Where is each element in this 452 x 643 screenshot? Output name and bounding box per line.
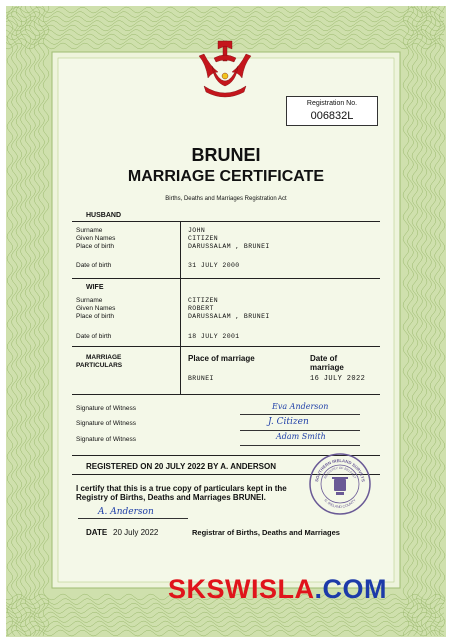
place-of-marriage: BRUNEI — [188, 375, 214, 382]
country-title: BRUNEI — [191, 145, 261, 165]
husband-pob: DARUSSALAM , BRUNEI — [188, 243, 270, 250]
wife-pob: DARUSSALAM , BRUNEI — [188, 313, 270, 320]
divider — [72, 394, 380, 395]
wife-dob-label: Date of birth — [76, 333, 112, 340]
husband-given: CITIZEN — [188, 235, 219, 242]
divider — [72, 221, 380, 222]
signature-line — [78, 518, 188, 519]
husband-heading: HUSBAND — [86, 212, 121, 219]
brunei-crest-logo — [196, 38, 254, 102]
wife-surname-label: Surname — [76, 297, 103, 304]
registrar-title: Registrar of Births, Deaths and Marriages — [192, 528, 340, 537]
husband-surname-label: Surname — [76, 227, 103, 234]
official-stamp — [308, 452, 372, 516]
marriage-heading: MARRIAGE — [86, 354, 122, 361]
divider — [72, 278, 380, 279]
husband-given-label: Given Names — [76, 235, 116, 242]
signature-line — [240, 430, 360, 431]
column-divider — [180, 221, 181, 278]
wife-dob: 18 JULY 2001 — [188, 333, 240, 340]
wife-heading: WIFE — [86, 284, 104, 291]
wife-given: ROBERT — [188, 305, 214, 312]
stamp-emblem-icon — [332, 477, 348, 495]
date-label: DATE — [86, 528, 108, 537]
certify-line-2: Registry of Births, Deaths and Marriages BRUNEI. — [76, 493, 266, 502]
watermark — [168, 574, 387, 605]
signature-line — [240, 414, 360, 415]
wife-surname: CITIZEN — [188, 297, 219, 304]
wife-pob-label: Place of birth — [76, 313, 114, 320]
column-divider — [180, 278, 181, 346]
witness-2-signature: J. Citizen — [268, 417, 309, 427]
registrar-signature: A. Anderson — [98, 507, 154, 517]
stamp-inner-text: REGISTRY OF BELFAST — [323, 465, 357, 480]
registration-act: Births, Deaths and Marriages Registration Act — [165, 196, 287, 202]
watermark-brand: SKSWISLA — [168, 574, 315, 604]
date-of-marriage-label-2: marriage — [310, 363, 344, 372]
husband-pob-label: Place of birth — [76, 243, 114, 250]
husband-surname: JOHN — [188, 227, 206, 234]
husband-dob: 31 JULY 2000 — [188, 262, 240, 269]
registration-label: Registration No. — [306, 100, 358, 107]
watermark-domain: .COM — [314, 574, 388, 604]
certify-line-1: I certify that this is a true copy of particulars kept in the — [76, 484, 287, 493]
date-of-marriage: 16 JULY 2022 — [310, 375, 366, 383]
registration-box — [286, 96, 378, 126]
registered-statement: REGISTERED ON 20 JULY 2022 BY A. ANDERSON — [86, 462, 276, 471]
column-divider — [180, 346, 181, 394]
document-title: MARRIAGE CERTIFICATE — [127, 168, 325, 185]
witness-1-label: Signature of Witness — [76, 405, 136, 412]
date-of-marriage-label-1: Date of — [310, 354, 338, 363]
husband-dob-label: Date of birth — [76, 262, 112, 269]
particulars-heading: PARTICULARS — [76, 362, 123, 369]
stamp-bottom-text: N. IRELAND COUNTY — [323, 498, 357, 510]
witness-3-label: Signature of Witness — [76, 436, 136, 443]
wife-given-label: Given Names — [76, 305, 116, 312]
witness-1-signature: Eva Anderson — [272, 402, 329, 411]
registration-number: 006832L — [310, 110, 354, 122]
place-of-marriage-label: Place of marriage — [188, 354, 255, 363]
witness-2-label: Signature of Witness — [76, 420, 136, 427]
date-value: 20 July 2022 — [113, 528, 159, 537]
signature-line — [240, 445, 360, 446]
stamp-top-text: SOUTHERN IRELAND SURVEYS — [314, 457, 366, 483]
divider — [72, 346, 380, 347]
witness-3-signature: Adam Smith — [276, 432, 326, 441]
